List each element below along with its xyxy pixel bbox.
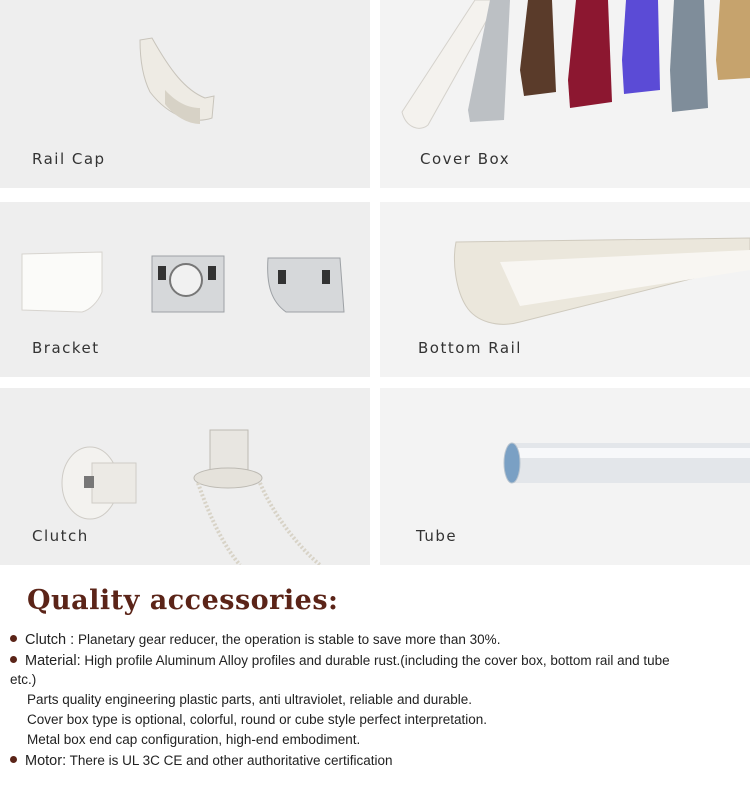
cover-box-label: Cover Box bbox=[420, 150, 511, 168]
tube-label: Tube bbox=[416, 527, 458, 545]
item-text: Metal box end cap configuration, high-end embodiment. bbox=[27, 732, 361, 747]
item-text: etc.) bbox=[10, 672, 37, 687]
rail-cap-label: Rail Cap bbox=[32, 150, 106, 168]
item-text: High profile Aluminum Alloy profiles and durable rust.(including the cover box, bottom rail and tube bbox=[84, 653, 670, 668]
item-text: There is UL 3C CE and other authoritative certification bbox=[69, 753, 393, 768]
tile-bottom-rail bbox=[380, 202, 750, 377]
tile-bracket bbox=[0, 202, 370, 377]
item-term: Clutch : bbox=[25, 632, 75, 648]
bullet-icon bbox=[10, 756, 17, 763]
tile-cover-box bbox=[380, 0, 750, 188]
item-text: Cover box type is optional, colorful, round or cube style perfect interpretation. bbox=[27, 712, 487, 727]
item-term: Motor: bbox=[25, 753, 67, 769]
bullet-icon bbox=[10, 635, 17, 642]
item-clutch bbox=[10, 630, 742, 650]
tile-tube bbox=[380, 388, 750, 565]
item-term: Material: bbox=[25, 653, 81, 669]
bracket-label: Bracket bbox=[32, 339, 100, 357]
bottom-rail-label: Bottom Rail bbox=[418, 339, 522, 357]
tile-clutch bbox=[0, 388, 370, 565]
item-text: Parts quality engineering plastic parts, anti ultraviolet, reliable and durable. bbox=[27, 692, 473, 707]
item-cover-type bbox=[10, 710, 742, 730]
item-material bbox=[10, 651, 742, 671]
item-material-cont bbox=[10, 670, 742, 690]
item-text: Planetary gear reducer, the operation is stable to save more than 30%. bbox=[77, 632, 501, 647]
item-parts bbox=[10, 690, 742, 710]
section-title: Quality accessories: bbox=[27, 585, 339, 616]
bullet-icon bbox=[10, 656, 17, 663]
clutch-label: Clutch bbox=[32, 527, 89, 545]
item-metal-box bbox=[10, 730, 742, 750]
item-motor bbox=[10, 751, 742, 771]
tile-rail-cap bbox=[0, 0, 370, 188]
